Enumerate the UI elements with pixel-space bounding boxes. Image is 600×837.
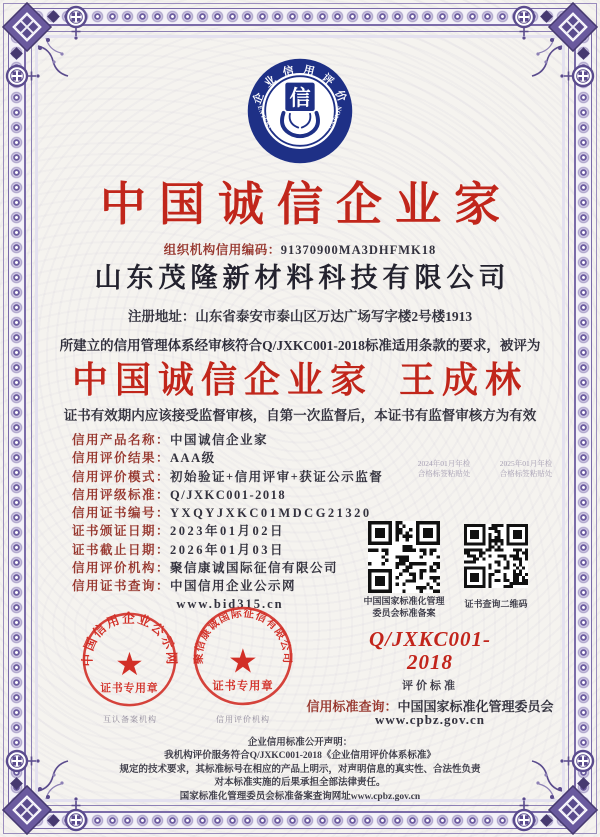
seal-center-label: 证书专用章 bbox=[212, 680, 274, 693]
logo-top-text: 企 业 信 用 评 价 bbox=[251, 64, 349, 107]
logo-bottom-text: ENTERPRISE CREDIT EVALUATION bbox=[255, 105, 345, 143]
seal-center-label: 证书专用章 bbox=[100, 682, 159, 695]
border-rosette-band-top bbox=[30, 8, 570, 25]
corner-ornament-icon bbox=[2, 2, 102, 102]
seal-public-notice-site bbox=[81, 611, 178, 708]
border-rosette-band-bottom bbox=[30, 812, 570, 829]
annual-inspection-note-2024: 2024年01月年检 合格标签粘贴处 bbox=[417, 459, 471, 478]
award-title: 中国诚信企业家 bbox=[71, 360, 373, 400]
standard-label: 评价标准 bbox=[402, 680, 458, 692]
field-row: 信用产品名称：中国诚信企业家 bbox=[72, 433, 269, 447]
qr-code-certificate-query bbox=[464, 524, 528, 588]
seal-caption-mutual-recognition: 互认备案机构 bbox=[103, 715, 157, 724]
field-row: 信用证书编号：YXQYJXKC01MDCG21320 bbox=[72, 506, 372, 521]
query-website: www.bid315.cn bbox=[176, 597, 284, 611]
field-row: 证书截止日期：2026年01月03日 bbox=[72, 542, 286, 557]
standard-query-line: 信用标准查询：中国国家标准化管理委员会 bbox=[306, 699, 554, 714]
qr-caption-standard: 中国国家标准化管理 委员会标准备案 bbox=[363, 596, 445, 618]
field-row: 信用证书查询：中国信用企业公示网 bbox=[72, 579, 297, 594]
certificate-fields bbox=[72, 431, 383, 596]
org-code-label: 组织机构信用编码： bbox=[163, 243, 281, 257]
audit-statement: 所建立的信用管理体系经审核符合Q/JXKC001-2018标准适用条款的要求，被评为 bbox=[59, 338, 541, 353]
company-name: 山东茂隆新材料科技有限公司 bbox=[94, 263, 511, 293]
seal-caption-rating-agency: 信用评价机构 bbox=[216, 715, 270, 724]
award-line bbox=[0, 352, 600, 403]
standard-query-url: www.cpbz.gov.cn bbox=[375, 712, 485, 727]
enterprise-credit-evaluation-logo bbox=[245, 56, 355, 166]
field-row: 证书颁证日期：2023年01月02日 bbox=[72, 524, 286, 539]
star-icon: ★ bbox=[115, 646, 144, 683]
credit-standard-declaration: 企业信用标准公开声明： 我机构评价服务符合Q/JXKC001-2018《企业信用评价体系标准》 规定的技术要求，其标准标号在相应的产品上明示，对声明信息的真实性、合法性负责 对本标准实施的后果承担全部法律责任。 国家标准化管理委员会标准备案查询网址www.cpbz.gov.cn bbox=[119, 738, 481, 802]
seal-rating-agency bbox=[192, 605, 294, 707]
field-row: 信用评价机构：聚信康诚国际征信有限公司 bbox=[72, 561, 339, 576]
org-code-value: 91370900MA3DHFMK18 bbox=[280, 243, 437, 257]
field-row: 信用评级标准：Q/JXKC001-2018 bbox=[72, 487, 287, 502]
qr-code-standard-registration bbox=[368, 521, 440, 593]
star-icon: ★ bbox=[227, 643, 259, 681]
seal-ring-text: 中国信用企业公示网 bbox=[81, 611, 178, 667]
certificate-title: 中国诚信企业家 bbox=[100, 179, 513, 230]
qr-caption-query: 证书查询二维码 bbox=[464, 599, 528, 609]
logo-xin-glyph: 信 bbox=[289, 86, 311, 111]
award-holder-name: 王成林 bbox=[399, 360, 529, 400]
registered-address: 注册地址：山东省泰安市泰山区万达广场写字楼2号楼1913 bbox=[127, 309, 473, 324]
annual-inspection-note-2025: 2025年01月年检 合格标签粘贴处 bbox=[499, 459, 553, 478]
seal-ring-text: 聚信康诚国际征信有限公司 bbox=[193, 607, 293, 665]
validity-note: 证书有效期内应该接受监督审核，自第一次监督后，本证书有监督审核方为有效 bbox=[63, 408, 537, 423]
corner-ornament-icon bbox=[498, 2, 598, 102]
field-row: 信用评价结果：AAA级 bbox=[72, 451, 216, 466]
field-row: 信用评价模式：初始验证+信用评审+获证公示监督 bbox=[72, 469, 384, 484]
standard-code: Q/JXKC001- 2018 bbox=[368, 627, 491, 674]
